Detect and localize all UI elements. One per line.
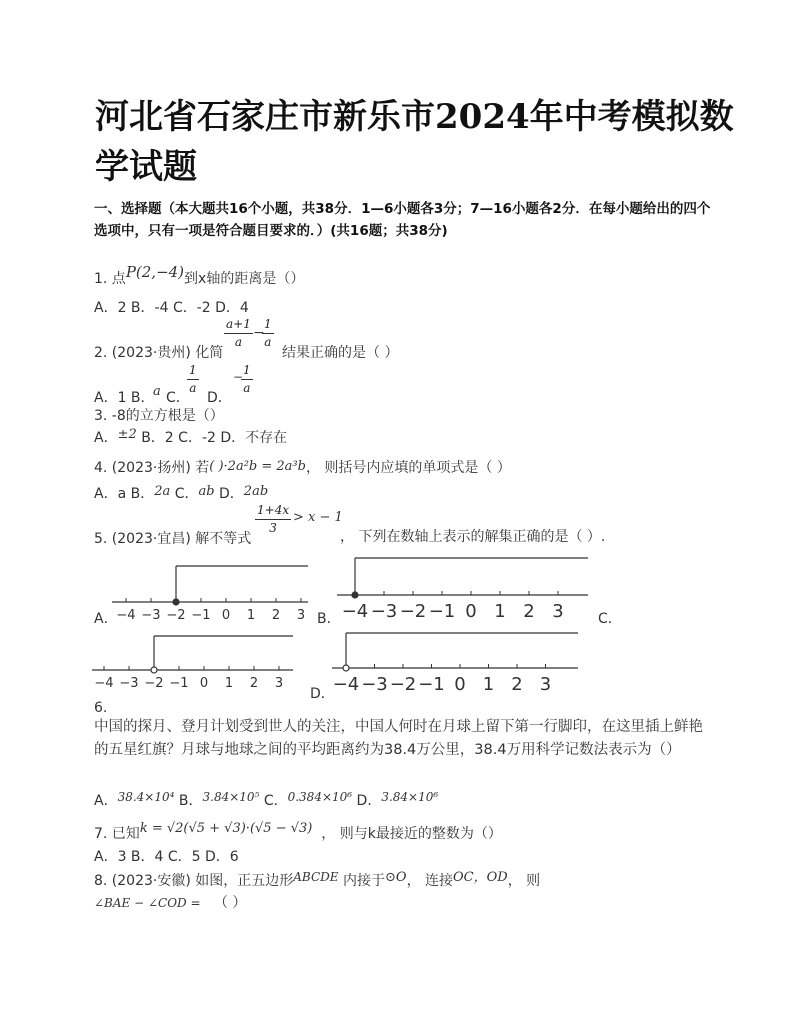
q5-fraction	[255, 502, 291, 537]
axis-tick-label: 0	[199, 676, 209, 691]
q8-tail: （ ）	[213, 895, 247, 911]
q2-suffix: 结果正确的是（ ）	[282, 345, 399, 361]
question-1	[94, 263, 305, 288]
number-line-a	[110, 560, 310, 625]
q2-opt-c-fraction	[187, 362, 199, 397]
q7-options: A．3 B．4 C．5 D．6	[94, 849, 239, 865]
axis-tick-label: −3	[119, 676, 139, 691]
closed-endpoint	[352, 592, 358, 598]
q8-line2	[94, 892, 246, 912]
q2-fraction-2	[262, 316, 274, 351]
q2-opt-d-fraction	[241, 362, 253, 397]
number-line-c	[90, 630, 295, 700]
q6-text: 中国的探月、登月计划受到世人的关注，中国人何时在月球上留下第一行脚印，在这里插上鲜艳的五星红旗？月球与地球之间的平均距离约为38.4万公里，38.4万用科学记数法表示为（）	[94, 719, 703, 758]
q2-opt-c-den: a	[189, 381, 197, 395]
axis-tick-label: 3	[274, 676, 284, 691]
axis-tick-label: 0	[465, 601, 477, 622]
axis-tick-label: 3	[552, 601, 564, 622]
q4-opt-d: 2ab	[243, 484, 269, 499]
axis-tick-label: 1	[482, 674, 495, 695]
q4-options	[94, 483, 268, 503]
axis-tick-label: −3	[141, 608, 161, 623]
axis-tick-label: 1	[494, 601, 506, 622]
q1-point: P(2,−4)	[125, 263, 185, 281]
q4-expr: ( )·2a²b = 2a³b	[209, 459, 306, 474]
q6-opt-d-label: D．	[356, 793, 382, 809]
q3-options	[94, 427, 287, 447]
q8-poly: ABCDE	[293, 870, 339, 884]
question-4	[94, 457, 511, 477]
q4-opt-c-label: C．	[174, 486, 199, 502]
q2-opt-d-label: D．	[207, 390, 232, 406]
q2-opt-a: A．1 B．	[94, 390, 155, 406]
q4-prefix: 4. (2023·扬州) 若	[94, 460, 210, 476]
axis-tick-label: 0	[221, 608, 231, 623]
question-8	[94, 870, 540, 890]
q1-options: A．2 B．-4 C．-2 D．4	[94, 300, 249, 316]
axis-tick-label: −2	[144, 676, 164, 691]
q5-suffix: ， 下列在数轴上表示的解集正确的是（ ）.	[340, 529, 606, 545]
closed-endpoint	[173, 599, 179, 605]
axis-tick-label: 2	[249, 676, 259, 691]
axis-tick-label: 3	[539, 674, 552, 695]
q3-pm2: ±2	[117, 427, 137, 442]
q2-prefix: 2. (2023·贵州) 化简	[94, 345, 224, 361]
q5-label-a: A．	[94, 611, 118, 627]
q6-options	[94, 790, 438, 810]
axis-tick-label: 3	[296, 608, 306, 623]
axis-tick-label: −2	[166, 608, 186, 623]
q7-prefix: 7. 已知	[94, 826, 140, 842]
axis-tick-label: 0	[454, 674, 466, 695]
q3-text: 3. -8的立方根是（）	[94, 408, 224, 424]
q4-opt-d-label: D．	[219, 486, 244, 502]
q6-opt-a-label: A．	[94, 793, 118, 809]
axis-tick-label: −2	[399, 601, 427, 622]
q4-opt-c: ab	[198, 484, 215, 499]
q6-opt-c: 0.384×10⁶	[287, 790, 353, 804]
q4-opt-a: A．a B．	[94, 486, 155, 502]
q2-opt-b: a	[153, 384, 161, 399]
q5-label-d: D．	[310, 686, 335, 702]
q2-minus: −	[253, 325, 265, 341]
axis-tick-label: 2	[523, 601, 535, 622]
axis-tick-label: −1	[169, 676, 189, 691]
q7-suffix: ， 则与k最接近的整数为（）	[321, 826, 502, 842]
open-endpoint	[151, 667, 157, 673]
number-line-d	[330, 630, 580, 700]
axis-tick-label: −1	[191, 608, 211, 623]
number-line-b	[335, 555, 590, 630]
q5-prefix: 5. (2023·宜昌) 解不等式	[94, 531, 252, 547]
section-heading: 一、选择题（本大题共16个小题，共38分．1—6小题各3分；7—16小题各2分．在每小题给出的四个选项中，只有一项是符合题目要求的．）(共16题；共38分)	[94, 201, 711, 239]
q6-opt-a: 38.4×10⁴	[117, 790, 175, 804]
q6-opt-c-label: C．	[263, 793, 288, 809]
axis-tick-label: 2	[271, 608, 281, 623]
q2-num2: 1	[262, 316, 274, 334]
axis-tick-label: −3	[361, 674, 388, 695]
q8-mid2: ， 连接	[406, 873, 454, 889]
axis-tick-label: −3	[370, 601, 398, 622]
q8-mid1: 内接于	[343, 873, 385, 889]
q8-expr: ∠BAE − ∠COD =	[94, 896, 201, 910]
axis-tick-label: 1	[224, 676, 234, 691]
q6-number: 6.	[94, 700, 108, 716]
axis-tick-label: 2	[511, 674, 523, 695]
q2-num1: a+1	[224, 316, 253, 334]
q2-opt-c-num: 1	[187, 362, 199, 380]
q2-fraction-1	[224, 316, 253, 351]
q5-num: 1+4x	[255, 502, 291, 520]
q2-opt-d-den: a	[243, 381, 251, 395]
q6-opt-d: 3.84×10⁶	[381, 790, 439, 804]
q2-opt-d-sign: −	[233, 370, 244, 384]
q5-label-b: B．	[317, 611, 341, 627]
q6-opt-b-label: B．	[178, 793, 203, 809]
q7-expr: k = √2(√5 + √3)·(√5 − √3)	[139, 821, 313, 836]
axis-tick-label: −4	[94, 676, 114, 691]
q6-opt-b: 3.84×10⁵	[202, 790, 260, 804]
q8-prefix: 8. (2023·安徽) 如图，正五边形	[94, 873, 294, 889]
q8-circle: ⊙O	[385, 870, 407, 885]
q2-opt-d-num: 1	[241, 362, 253, 380]
axis-tick-label: −1	[428, 601, 456, 622]
axis-tick-label: −4	[341, 601, 369, 622]
q1-prefix: 1. 点	[94, 271, 126, 287]
axis-tick-label: −1	[418, 674, 445, 695]
q5-label-c: C．	[598, 611, 622, 627]
axis-tick-label: −4	[116, 608, 136, 623]
q5-den: 3	[269, 521, 277, 535]
q4-suffix: ， 则括号内应填的单项式是（ ）	[305, 460, 511, 476]
q4-opt-b: 2a	[154, 484, 171, 499]
q2-den1: a	[234, 335, 242, 349]
axis-tick-label: −2	[389, 674, 417, 695]
open-endpoint	[343, 665, 349, 671]
question-7	[94, 823, 502, 843]
q8-mid3: ， 则	[507, 873, 541, 889]
q3-options-rest: B．2 C．-2 D．不存在	[141, 430, 288, 446]
q2-opt-c-label: C．	[166, 390, 190, 406]
q5-rhs: > x − 1	[293, 510, 343, 525]
axis-tick-label: 1	[246, 608, 256, 623]
q1-suffix: 到x轴的距离是（）	[184, 271, 305, 287]
q2-den2: a	[264, 335, 272, 349]
axis-tick-label: −4	[332, 674, 360, 695]
page-title: 河北省石家庄市新乐市2024年中考模拟数学试题	[95, 97, 734, 187]
q8-segs: OC，OD	[453, 870, 508, 885]
q3-opt-a-label: A．	[94, 430, 118, 446]
